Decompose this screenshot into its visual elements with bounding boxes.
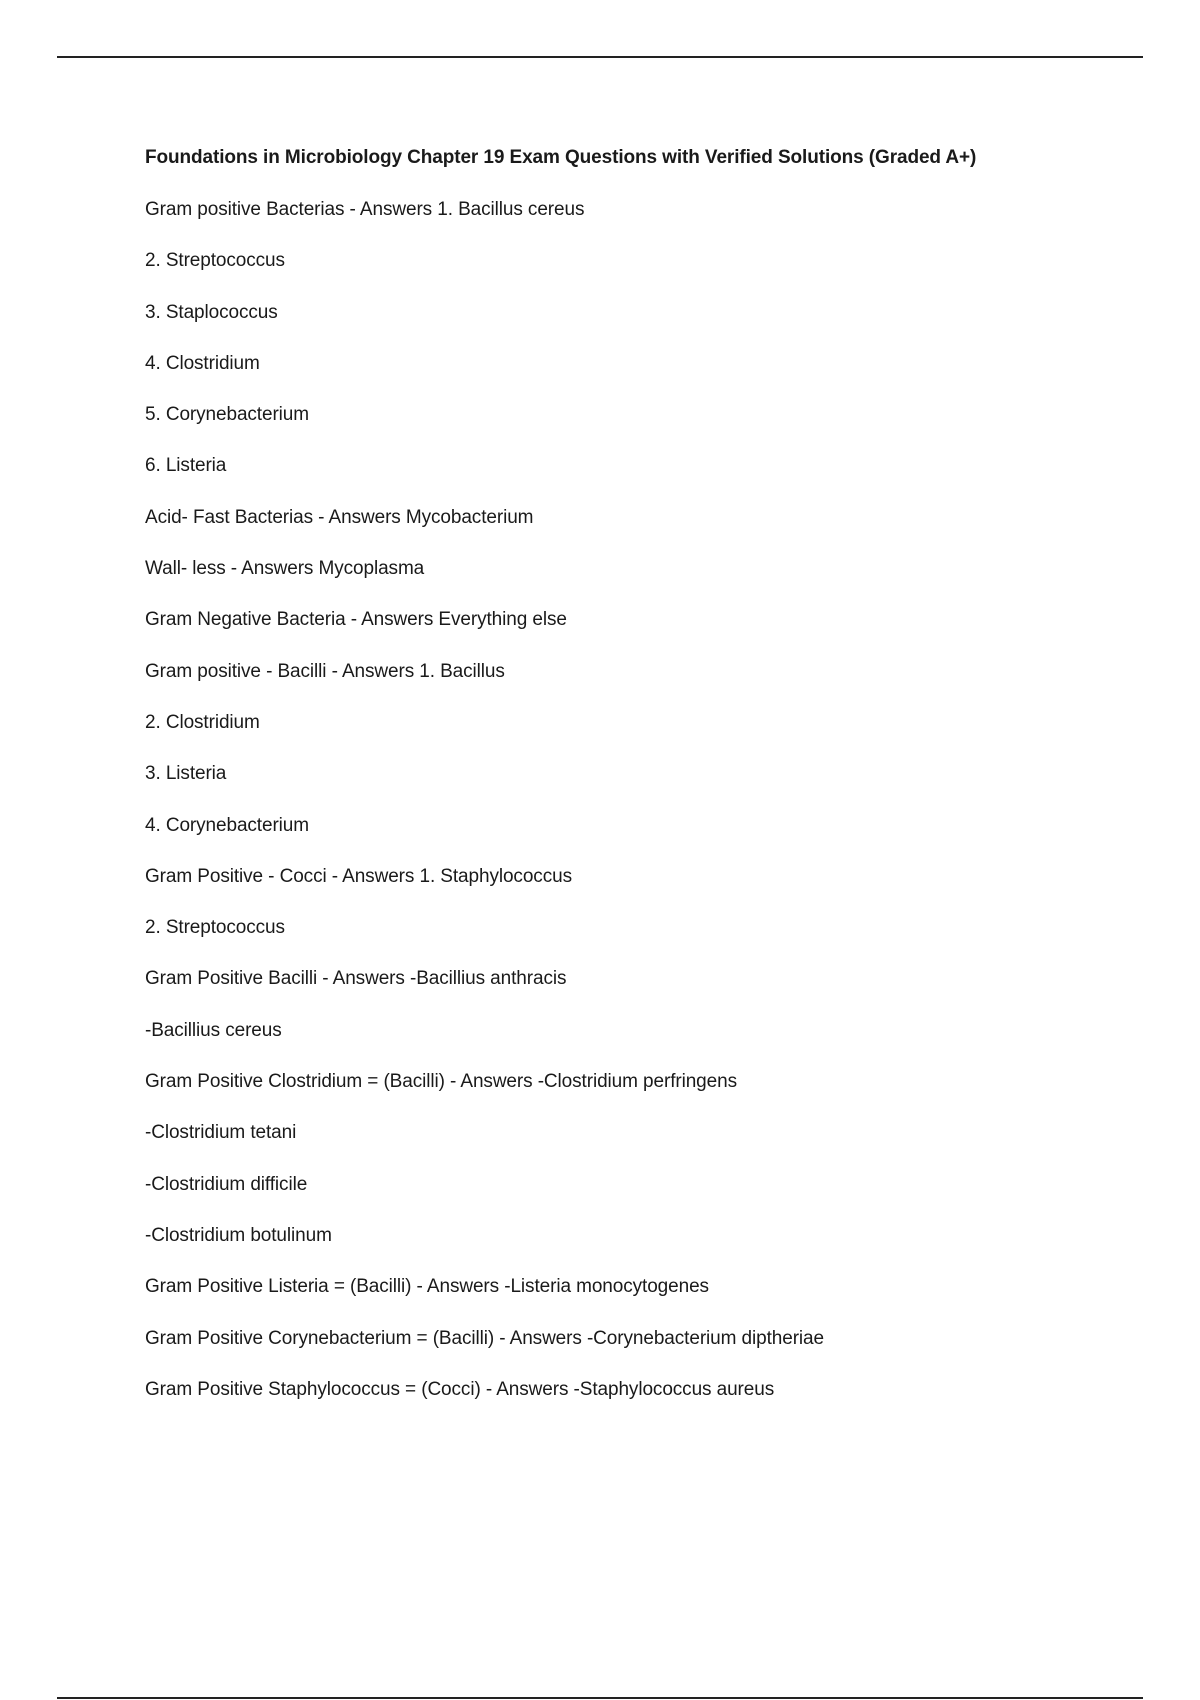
answer-list [145, 198, 824, 1429]
list-item: -Clostridium tetani [145, 1122, 297, 1144]
list-item: 6. Listeria [145, 455, 227, 477]
list-item: 4. Corynebacterium [145, 814, 309, 836]
list-item: Gram Positive - Cocci - Answers 1. Staphylococcus [145, 865, 572, 887]
list-item: Gram Positive Staphylococcus = (Cocci) - Answers -Staphylococcus aureus [145, 1378, 775, 1400]
list-item: Gram positive Bacterias - Answers 1. Bacillus cereus [145, 199, 585, 220]
list-item: 3. Listeria [145, 763, 227, 785]
list-item: Gram positive - Bacilli - Answers 1. Bacillus [145, 660, 505, 682]
list-item: Gram Positive Bacilli - Answers -Bacillius anthracis [145, 968, 567, 990]
list-item: 4. Clostridium [145, 352, 260, 374]
document-title: Foundations in Microbiology Chapter 19 Exam Questions with Verified Solutions (Graded A+) [145, 147, 977, 168]
list-item: Gram Positive Listeria = (Bacilli) - Answers -Listeria monocytogenes [145, 1276, 709, 1298]
list-item: Acid- Fast Bacterias - Answers Mycobacterium [145, 506, 534, 528]
list-item: -Bacillius cereus [145, 1019, 282, 1041]
list-item: 2. Clostridium [145, 711, 260, 733]
list-item: 2. Streptococcus [145, 917, 285, 939]
list-item: Wall- less - Answers Mycoplasma [145, 558, 425, 580]
footer-rule [57, 1697, 1143, 1699]
list-item: 5. Corynebacterium [145, 404, 309, 426]
list-item: -Clostridium botulinum [145, 1224, 332, 1246]
list-item: Gram Negative Bacteria - Answers Everything else [145, 609, 567, 631]
list-item: Gram Positive Corynebacterium = (Bacilli) - Answers -Corynebacterium diptheriae [145, 1327, 824, 1349]
list-item: 2. Streptococcus [145, 250, 285, 272]
list-item: -Clostridium difficile [145, 1173, 308, 1195]
header-rule [57, 56, 1143, 58]
list-item: 3. Staplococcus [145, 301, 278, 323]
list-item: Gram Positive Clostridium = (Bacilli) - Answers -Clostridium perfringens [145, 1071, 737, 1093]
